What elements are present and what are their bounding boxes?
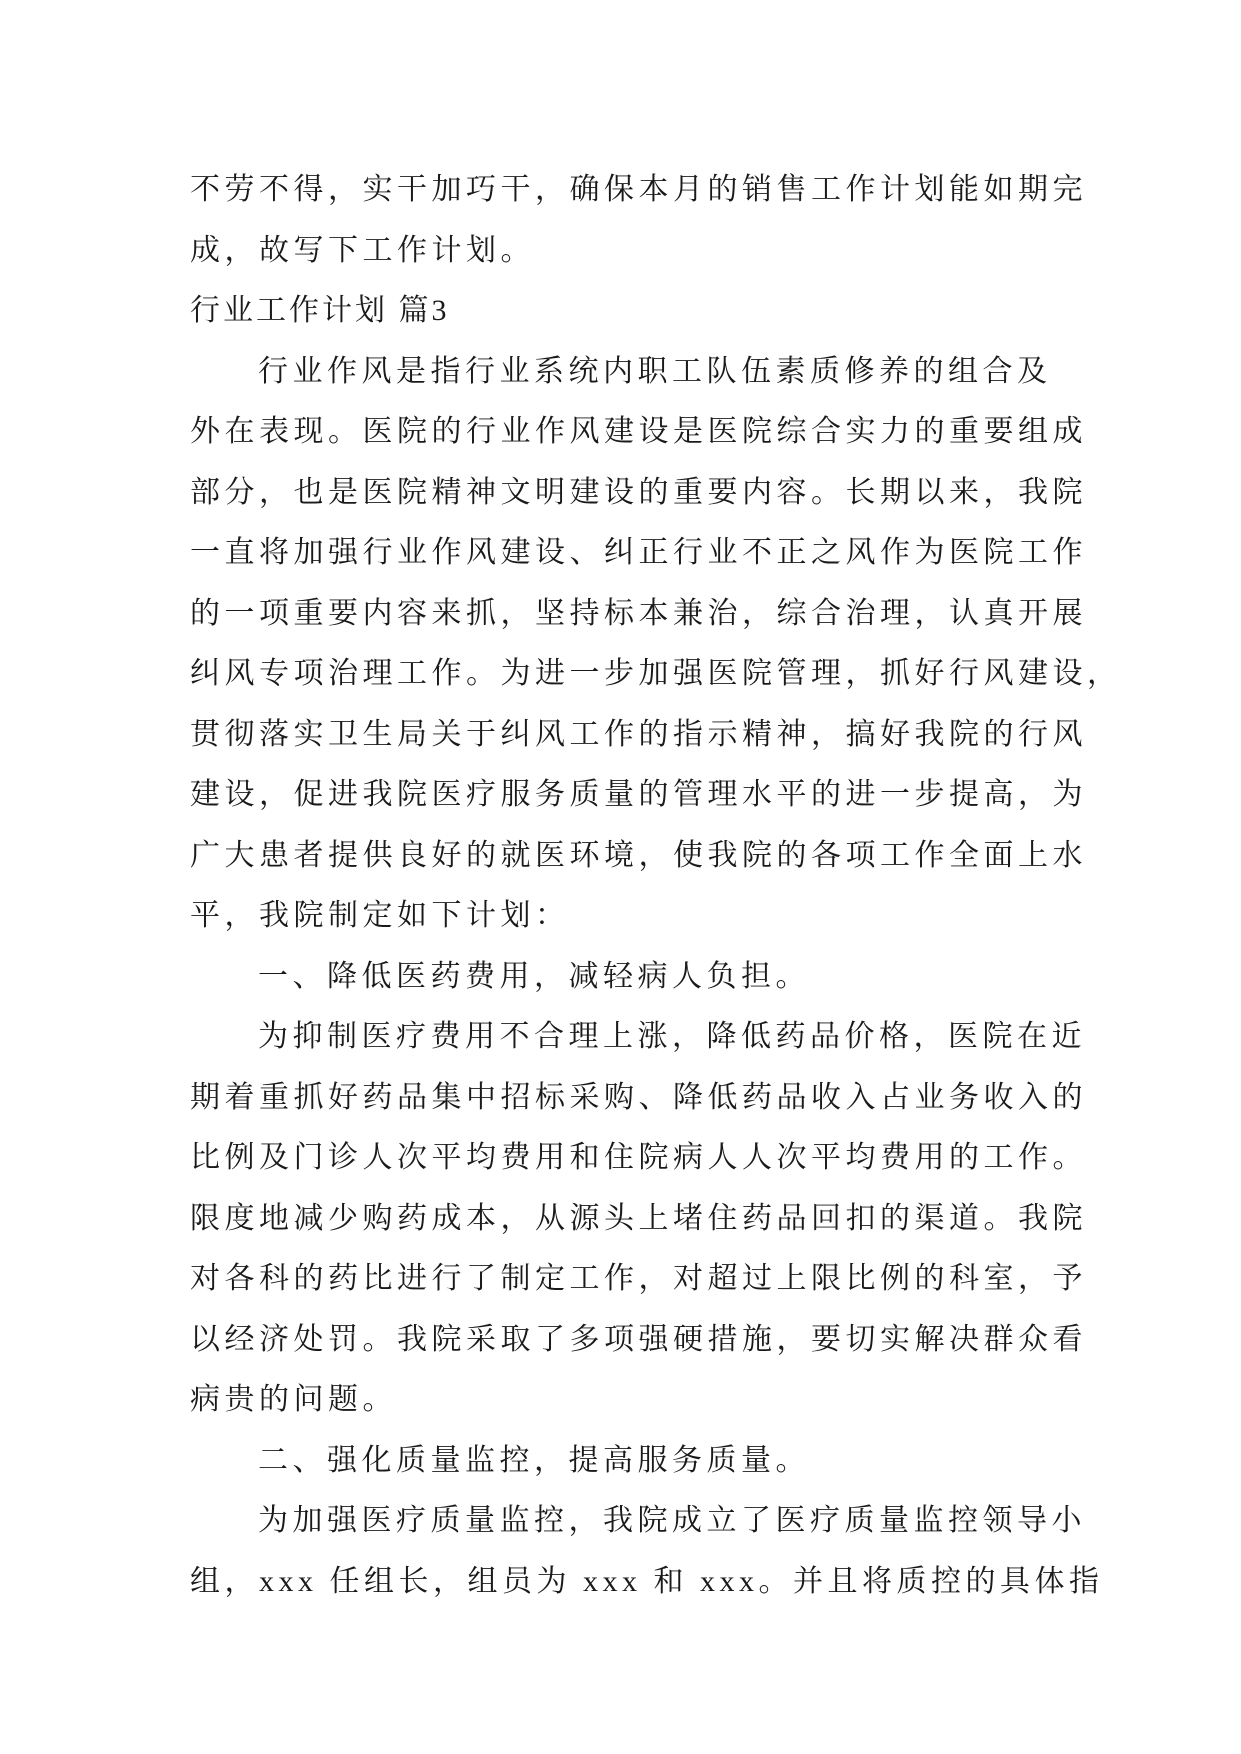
paragraph-line: 病贵的问题。 <box>190 1383 397 1416</box>
paragraph-line: 平，我院制定如下计划： <box>190 899 570 932</box>
paragraph-line: 组，xxx 任组长，组员为 xxx 和 xxx。并且将质控的具体指 <box>190 1564 1104 1598</box>
subheading-line: 一、降低医药费用，减轻病人负担。 <box>258 959 810 993</box>
subheading-line: 二、强化质量监控，提高服务质量。 <box>258 1443 810 1477</box>
paragraph-line: 为抑制医疗费用不合理上涨，降低药品价格，医院在近 <box>258 1020 1086 1053</box>
paragraph-line: 广大患者提供良好的就医环境，使我院的各项工作全面上水 <box>190 838 1087 872</box>
paragraph-line: 不劳不得，实干加巧干，确保本月的销售工作计划能如期完 <box>190 173 1087 206</box>
paragraph-line: 比例及门诊人次平均费用和住院病人人次平均费用的工作。 <box>190 1141 1087 1174</box>
paragraph-line: 行业作风是指行业系统内职工队伍素质修养的组合及 <box>258 354 1052 388</box>
section-title: 行业工作计划 篇3 <box>190 294 450 327</box>
paragraph-line: 建设，促进我院医疗服务质量的管理水平的进一步提高，为 <box>190 778 1087 811</box>
paragraph-line: 成，故写下工作计划。 <box>190 233 535 267</box>
paragraph-line: 部分，也是医院精神文明建设的重要内容。长期以来，我院 <box>190 475 1087 509</box>
paragraph-line: 期着重抓好药品集中招标采购、降低药品收入占业务收入的 <box>190 1080 1087 1114</box>
document-body <box>190 160 1122 1612</box>
paragraph-line: 限度地减少购药成本，从源头上堵住药品回扣的渠道。我院 <box>190 1201 1087 1235</box>
paragraph-line: 贯彻落实卫生局关于纠风工作的指示精神，搞好我院的行风 <box>190 717 1087 751</box>
paragraph-line: 纠风专项治理工作。为进一步加强医院管理，抓好行风建设， <box>190 657 1122 690</box>
paragraph-line: 一直将加强行业作风建设、纠正行业不正之风作为医院工作 <box>190 536 1087 569</box>
paragraph-line: 为加强医疗质量监控，我院成立了医疗质量监控领导小 <box>258 1504 1086 1537</box>
paragraph-line: 以经济处罚。我院采取了多项强硬措施，要切实解决群众看 <box>190 1322 1087 1356</box>
paragraph-line: 的一项重要内容来抓，坚持标本兼治，综合治理，认真开展 <box>190 596 1087 630</box>
paragraph-line: 外在表现。医院的行业作风建设是医院综合实力的重要组成 <box>190 415 1087 448</box>
paragraph-line: 对各科的药比进行了制定工作，对超过上限比例的科室，予 <box>190 1262 1087 1295</box>
